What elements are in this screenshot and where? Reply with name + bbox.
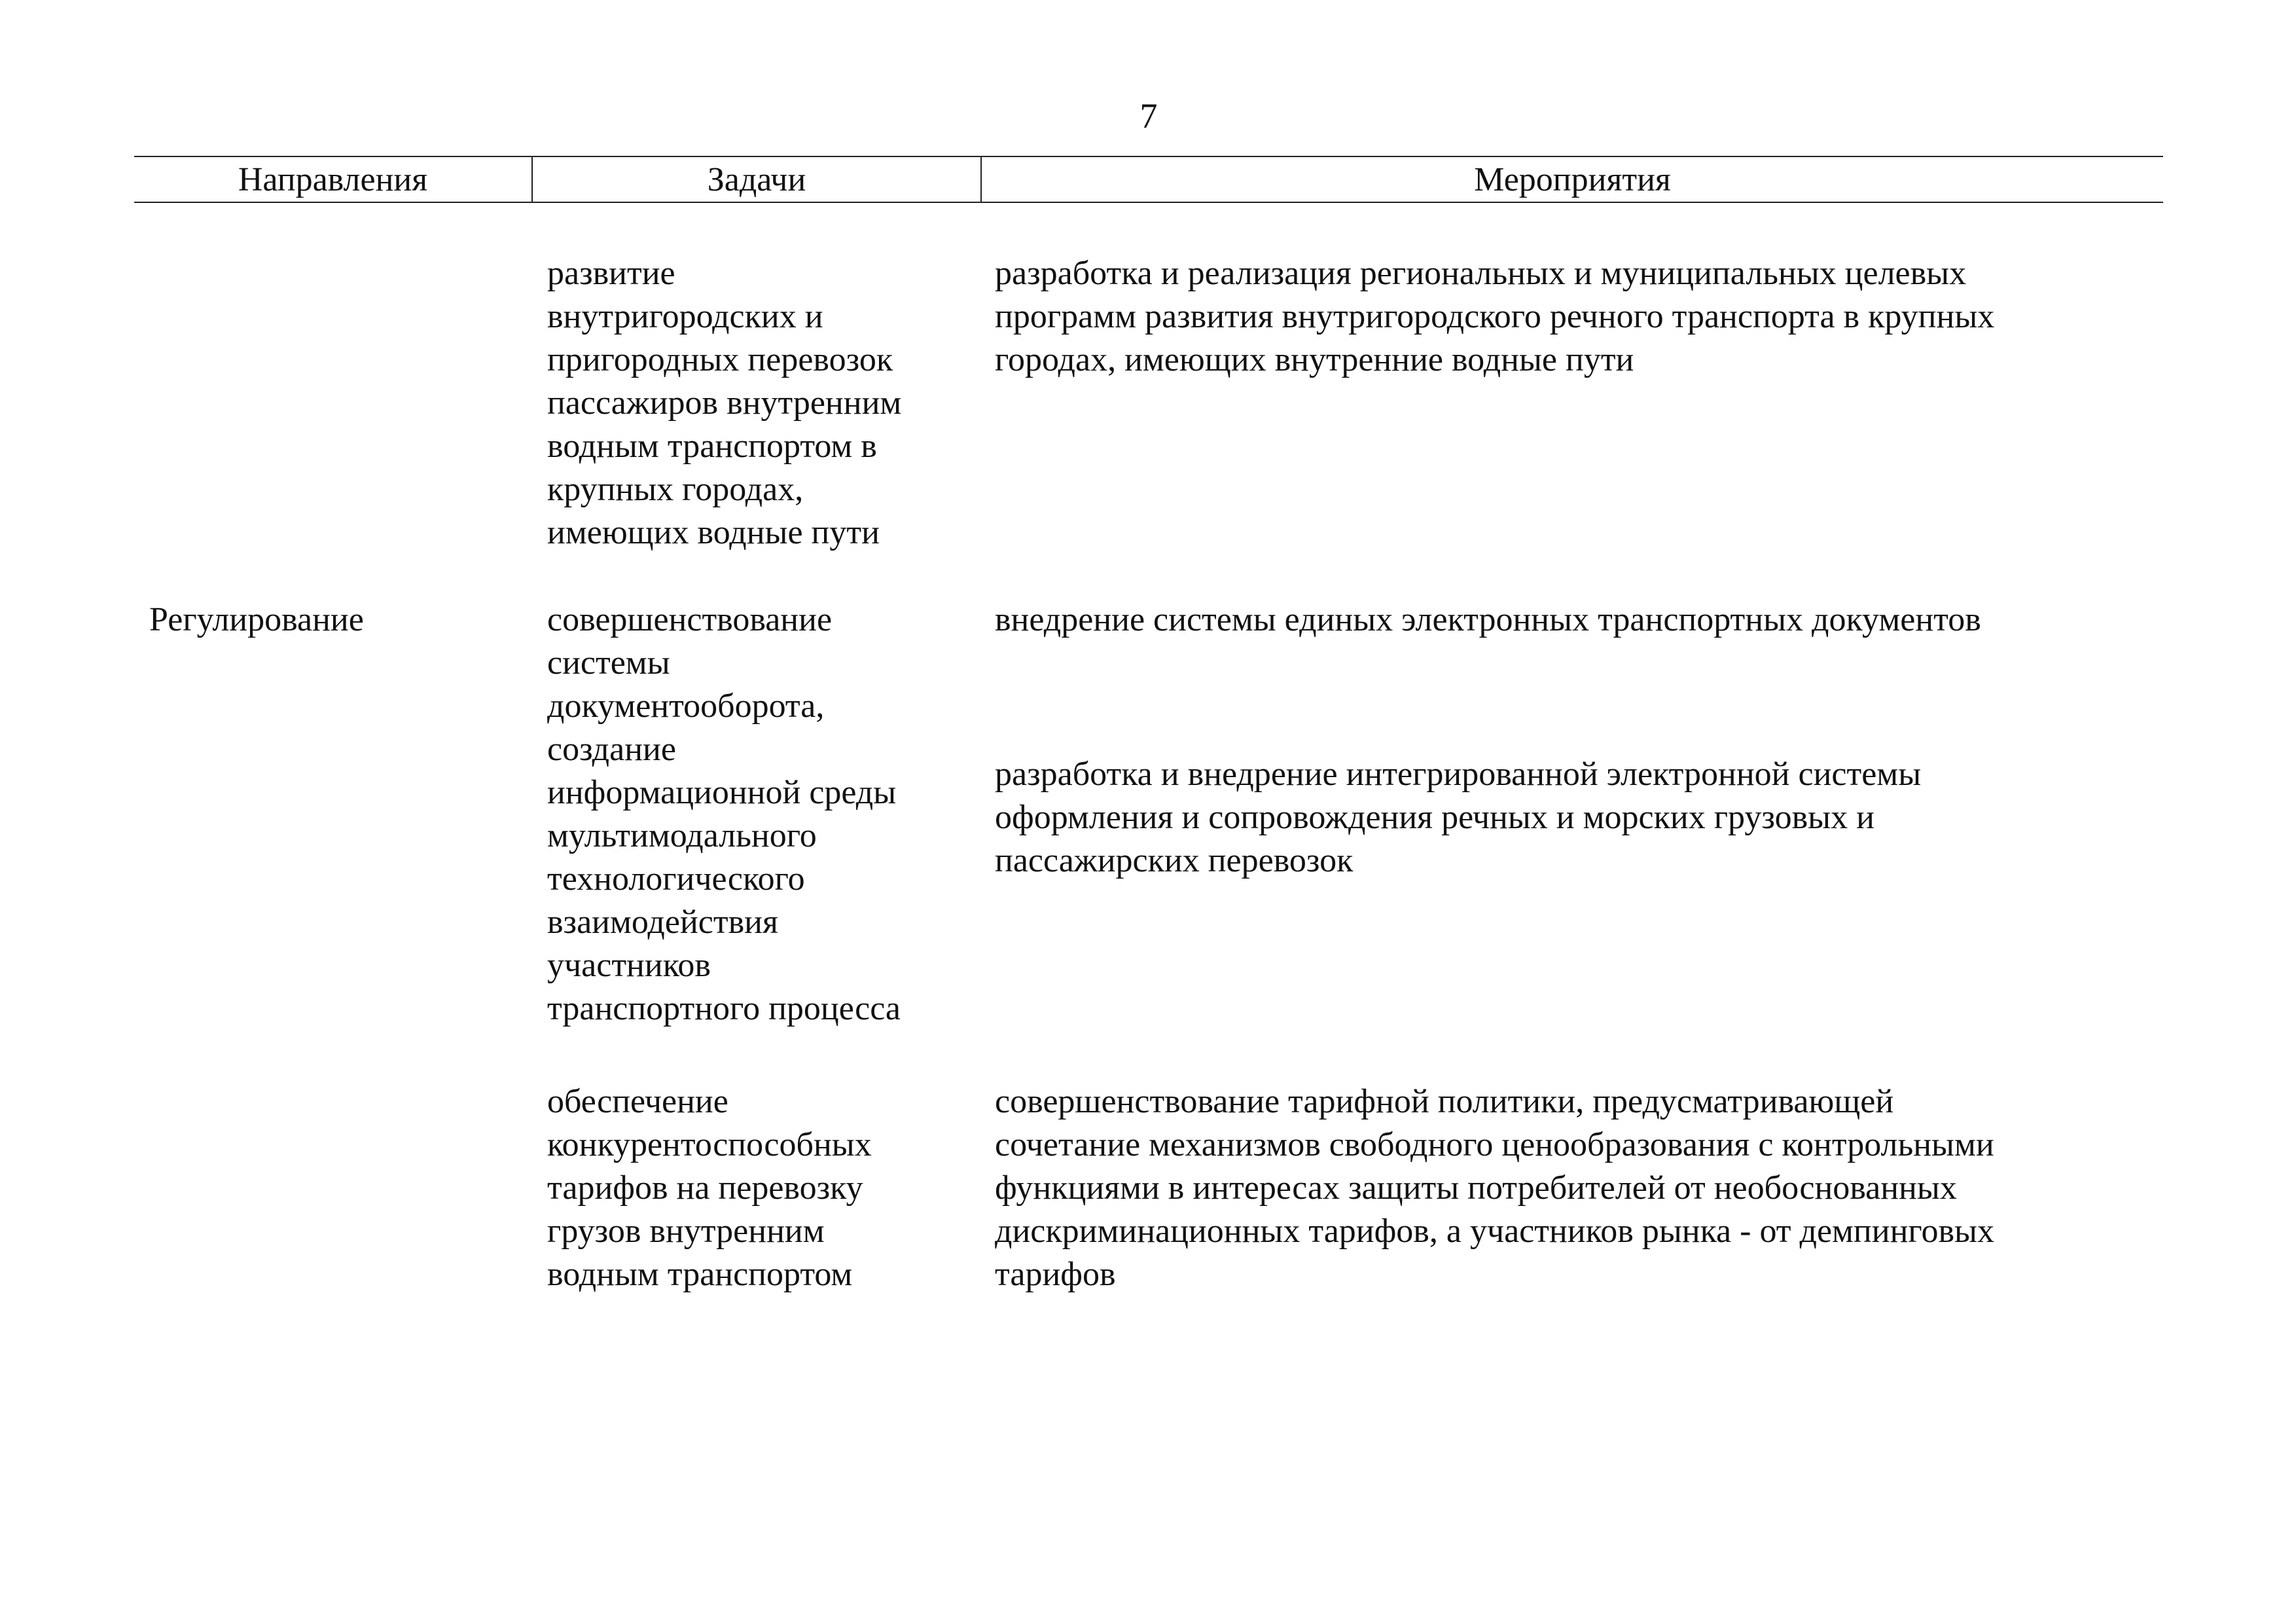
page-number: 7 xyxy=(1139,96,1158,136)
header-directions: Направления xyxy=(238,161,428,198)
table-header-bottom-rule xyxy=(134,202,2163,203)
table-header-top-rule xyxy=(134,156,2163,157)
row-2-measure-1: внедрение системы единых электронных транспортных документов xyxy=(995,601,1981,638)
row-3-measure-1: совершенствование тарифной политики, предусматривающей сочетание механизмов свободного ценообразования с контрольными функциями в интересах защиты потребителей от необоснованных дискриминационных тарифов, а участников рынка - от демпинговых тарифов xyxy=(995,1083,1994,1293)
row-1-task: развитие внутригородских и пригородных перевозок пассажиров внутренним водным транспортом в крупных городах, имеющих водные пути xyxy=(547,255,902,551)
row-2-direction: Регулирование xyxy=(149,601,364,638)
row-2-measure-2: разработка и внедрение интегрированной электронной системы оформления и сопровождения речных и морских грузовых и пассажирских перевозок xyxy=(995,756,1922,879)
header-tasks: Задачи xyxy=(707,161,806,198)
header-measures: Мероприятия xyxy=(1474,161,1671,198)
row-3-task: обеспечение конкурентоспособных тарифов на перевозку грузов внутренним водным транспортом xyxy=(547,1083,872,1293)
row-2-task: совершенствование системы документооборота, создание информационной среды мультимодального технологического взаимодействия участников транспортного процесса xyxy=(547,601,901,1027)
row-1-measure-1: разработка и реализация региональных и муниципальных целевых программ развития внутригородского речного транспорта в крупных городах, имеющих внутренние водные пути xyxy=(995,255,1995,378)
